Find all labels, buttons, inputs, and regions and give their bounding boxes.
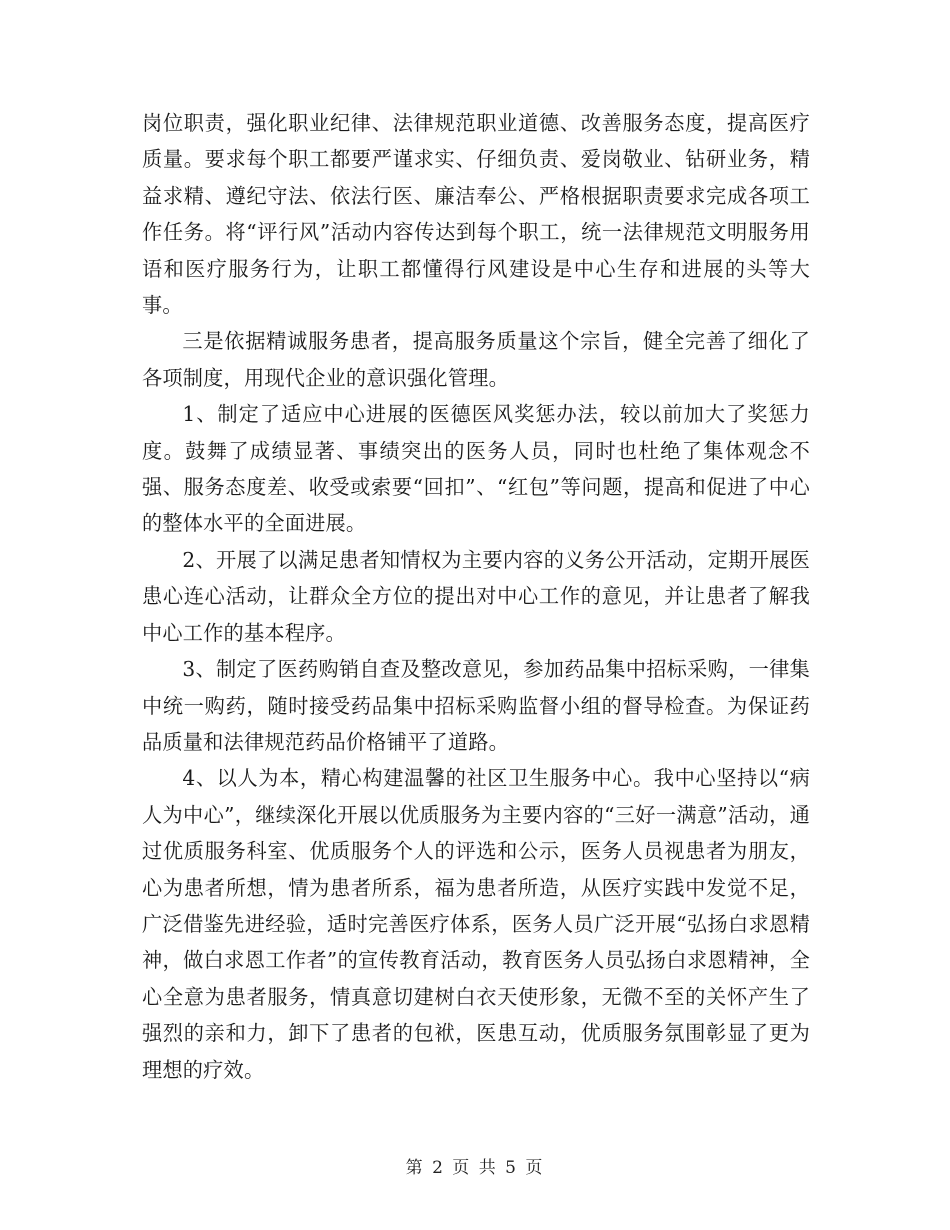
paragraph-item-1: 1、制定了适应中心进展的医德医风奖惩办法，较以前加大了奖惩力度。鼓舞了成绩显著、事绩突出的医务人员，同时也杜绝了集体观念不强、服务态度差、收受或索要“回扣”、“红包”等问题，提高和促进了中心的整体水平的全面进展。: [142, 402, 810, 536]
paragraph-item-4: 4、以人为本，精心构建温馨的社区卫生服务中心。我中心坚持以“病人为中心”，继续深化开展以优质服务为主要内容的“三好一满意”活动，通过优质服务科室、优质服务个人的评选和公示，医务人员视患者为朋友，心为患者所想，情为患者所系，福为患者所造，从医疗实践中发觉不足，广泛借鉴先进经验，适时完善医疗体系，医务人员广泛开展“弘扬白求恩精神，做白求恩工作者”的宣传教育活动，教育医务人员弘扬白求恩精神，全心全意为患者服务，情真意切建树白衣天使形象，无微不至的关怀产生了强烈的亲和力，卸下了患者的包袱，医患互动，优质服务氛围彰显了更为理想的疗效。: [142, 766, 810, 1082]
document-body: [142, 105, 810, 1088]
paragraph-item-2: 2、开展了以满足患者知情权为主要内容的义务公开活动，定期开展医患心连心活动，让群众全方位的提出对中心工作的意见，并让患者了解我中心工作的基本程序。: [142, 547, 810, 645]
page-footer: [0, 1153, 950, 1178]
page-number-indicator: 第 2 页 共 5 页: [405, 1158, 545, 1178]
paragraph-point-three: 三是依据精诚服务患者，提高服务质量这个宗旨，健全完善了细化了各项制度，用现代企业的意识强化管理。: [142, 329, 810, 390]
paragraph-continued-duties: 岗位职责，强化职业纪律、法律规范职业道德、改善服务态度，提高医疗质量。要求每个职工都要严谨求实、仔细负责、爱岗敬业、钻研业务，精益求精、遵纪守法、依法行医、廉洁奉公、严格根据职责要求完成各项工作任务。将“评行风”活动内容传达到每个职工，统一法律规范文明服务用语和医疗服务行为，让职工都懂得行风建设是中心生存和进展的头等大事。: [142, 111, 810, 318]
paragraph-item-3: 3、制定了医药购销自查及整改意见，参加药品集中招标采购，一律集中统一购药，随时接受药品集中招标采购监督小组的督导检查。为保证药品质量和法律规范药品价格铺平了道路。: [142, 657, 810, 754]
